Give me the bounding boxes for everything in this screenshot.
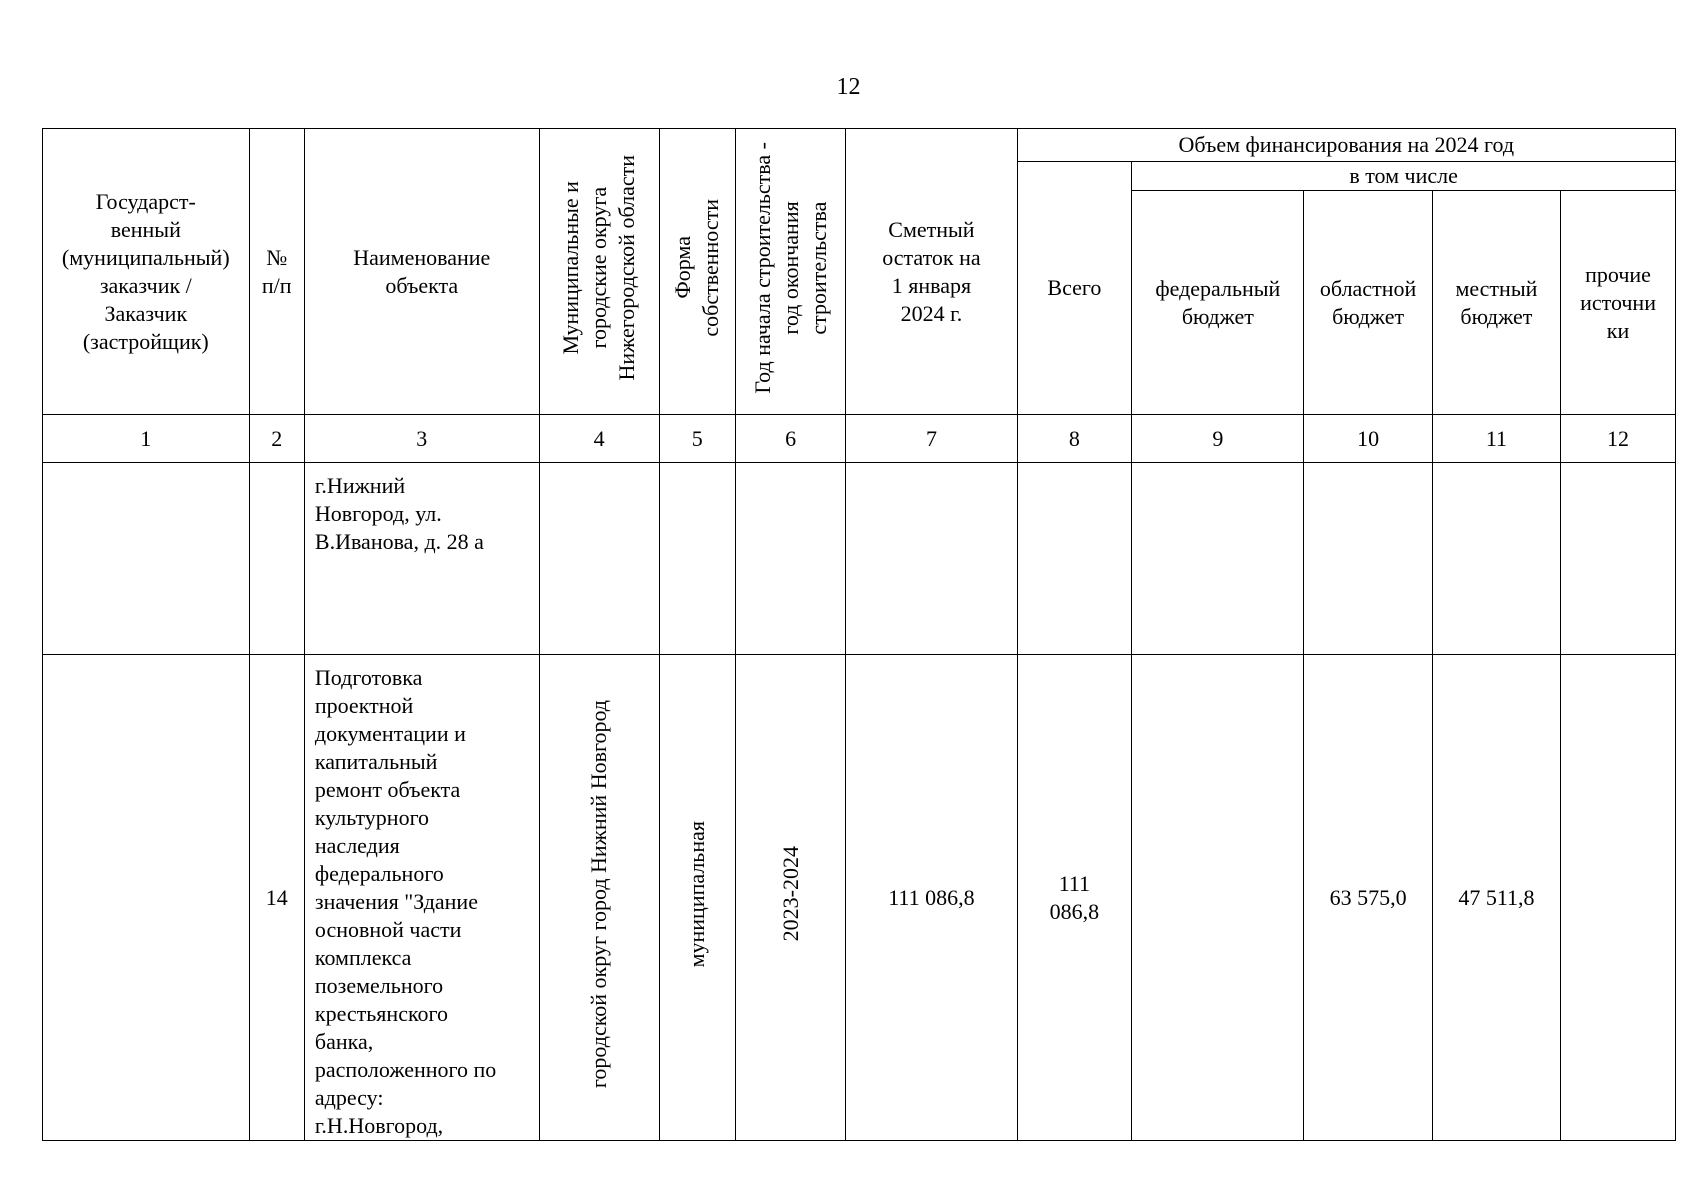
page-number: 12 <box>836 74 861 100</box>
column-number: 7 <box>846 415 1017 463</box>
cell-other <box>1561 655 1676 1141</box>
cell-total <box>1017 463 1132 655</box>
header-object-name: Наименование объекта <box>304 129 539 415</box>
header-municipality: Муниципальные и городские округа Нижегородской области <box>539 129 659 415</box>
cell-federal <box>1132 463 1304 655</box>
cell-years: 2023-2024 <box>735 655 846 1141</box>
header-federal-budget: федеральный бюджет <box>1132 191 1304 415</box>
cell-total: 111 086,8 <box>1017 655 1132 1141</box>
cell-regional: 63 575,0 <box>1304 655 1432 1141</box>
cell-estimate: 111 086,8 <box>846 655 1017 1141</box>
cell-federal <box>1132 655 1304 1141</box>
header-construction-years: Год начала строительства - год окончания строительства <box>735 129 846 415</box>
cell-municipality <box>539 463 659 655</box>
column-number: 2 <box>249 415 304 463</box>
column-number: 5 <box>659 415 735 463</box>
cell-municipality: городской округ город Нижний Новгород <box>539 655 659 1141</box>
column-number: 12 <box>1561 415 1676 463</box>
header-estimate-remainder: Сметный остаток на 1 января 2024 г. <box>846 129 1017 415</box>
column-number: 9 <box>1132 415 1304 463</box>
cell-customer <box>43 655 250 1141</box>
financing-table <box>42 128 1676 1141</box>
column-number: 10 <box>1304 415 1432 463</box>
cell-object-name: Подготовка проектной документации и капитальный ремонт объекта культурного наследия федерального значения "Здание основной части комплекса поземельного крестьянского банка, расположенного по адресу: г.Н.Новгород, <box>304 655 539 1141</box>
column-number: 6 <box>735 415 846 463</box>
header-total: Всего <box>1017 162 1132 415</box>
header-including-group: в том числе <box>1132 162 1676 191</box>
column-number: 4 <box>539 415 659 463</box>
cell-number: 14 <box>249 655 304 1141</box>
cell-ownership <box>659 463 735 655</box>
header-other-sources: прочие источни ки <box>1561 191 1676 415</box>
column-number: 11 <box>1432 415 1560 463</box>
header-regional-budget: областной бюджет <box>1304 191 1432 415</box>
column-number: 1 <box>43 415 250 463</box>
column-number: 3 <box>304 415 539 463</box>
cell-other <box>1561 463 1676 655</box>
cell-regional <box>1304 463 1432 655</box>
header-ownership: Форма собственности <box>659 129 735 415</box>
table-row <box>43 655 1676 1141</box>
column-number: 8 <box>1017 415 1132 463</box>
cell-customer <box>43 463 250 655</box>
header-number: № п/п <box>249 129 304 415</box>
cell-object-name: г.Нижний Новгород, ул. В.Иванова, д. 28 а <box>304 463 539 655</box>
cell-years <box>735 463 846 655</box>
cell-number <box>249 463 304 655</box>
header-local-budget: местный бюджет <box>1432 191 1560 415</box>
cell-ownership: муниципальная <box>659 655 735 1141</box>
column-number-row <box>43 415 1676 463</box>
cell-estimate <box>846 463 1017 655</box>
table-row <box>43 463 1676 655</box>
cell-local <box>1432 463 1560 655</box>
header-financing-group: Объем финансирования на 2024 год <box>1017 129 1676 162</box>
header-customer: Государст- венный (муниципальный) заказчик / Заказчик (застройщик) <box>43 129 250 415</box>
cell-local: 47 511,8 <box>1432 655 1560 1141</box>
